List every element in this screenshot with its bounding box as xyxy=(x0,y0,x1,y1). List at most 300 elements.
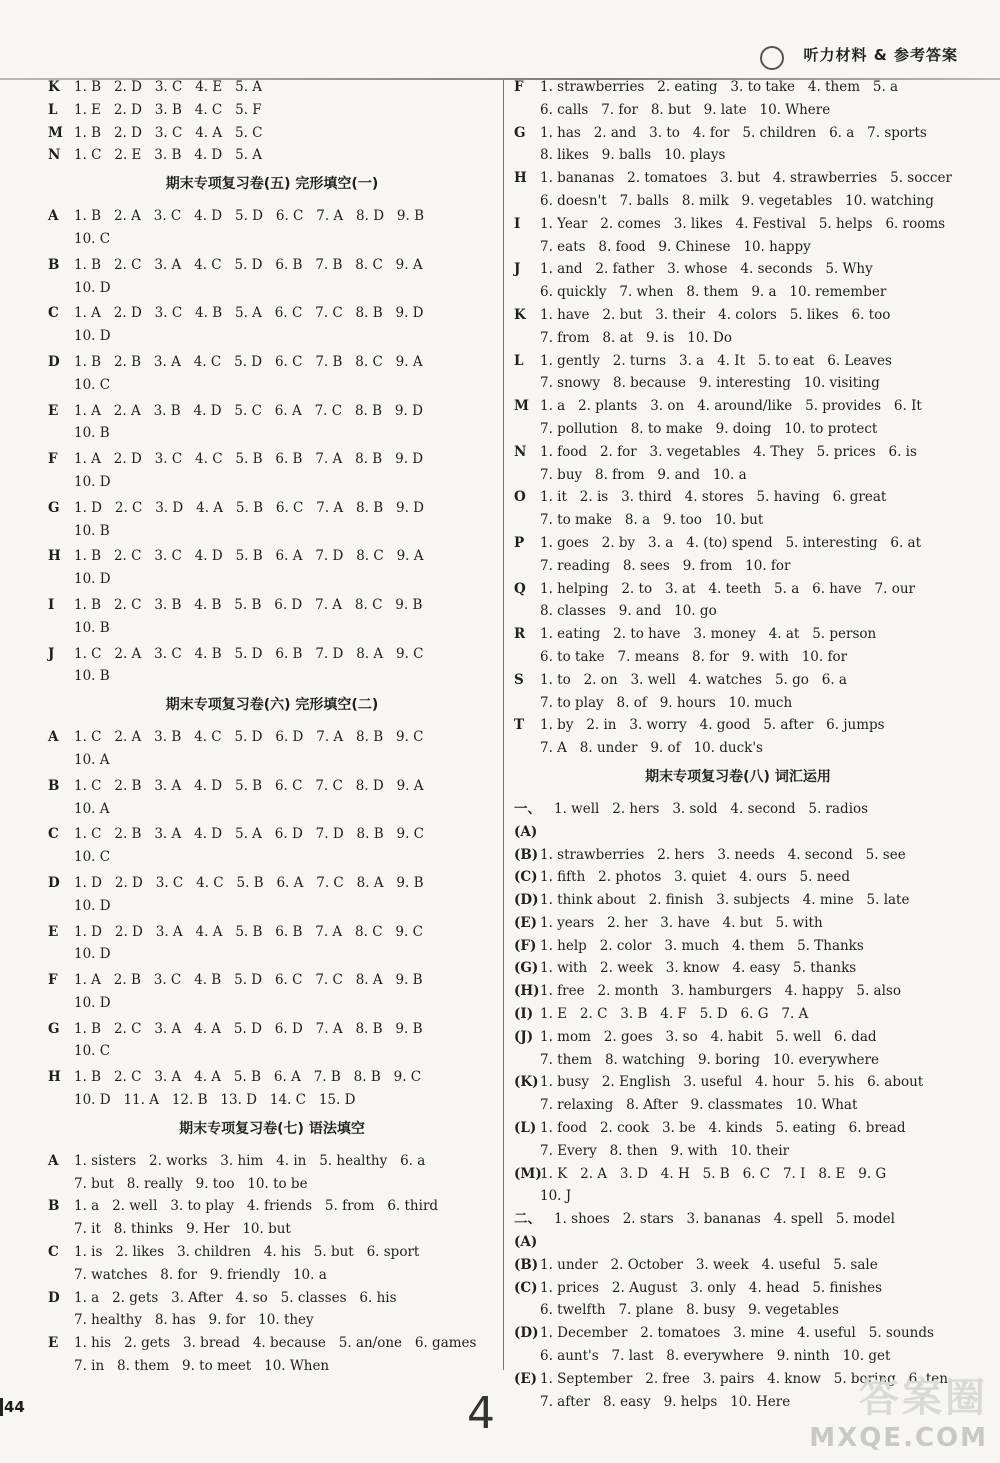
answer-line: 1. B 2. C 3. B 4. B 5. B 6. D 7. A 8. C 9. B xyxy=(74,596,423,613)
group-answers xyxy=(74,969,496,1015)
answer-line: 1. a 2. gets 3. After 4. so 5. classes 6. his xyxy=(74,1289,397,1306)
group-answers xyxy=(540,578,962,624)
answer-group xyxy=(514,350,962,396)
group-answers xyxy=(540,213,962,259)
answer-group xyxy=(48,969,496,1015)
group-label: D xyxy=(48,1289,60,1306)
answer-line: 6. calls 7. for 8. but 9. late 10. Where xyxy=(540,101,831,118)
group-label: M xyxy=(514,398,529,415)
group-label: I xyxy=(48,596,55,613)
answer-line: 7. A 8. under 9. of 10. duck's xyxy=(540,740,763,757)
group-label: F xyxy=(48,972,58,989)
answer-line: 1. B 2. D 3. C 4. E 5. A xyxy=(74,79,263,95)
group-answers xyxy=(74,1332,496,1378)
answer-line: 1. C 2. A 3. B 4. C 5. D 6. D 7. A 8. B 9. C xyxy=(74,729,424,746)
answer-group xyxy=(514,912,962,935)
group-answers xyxy=(540,76,962,122)
answer-group xyxy=(514,395,962,441)
group-answers xyxy=(540,957,962,980)
answer-line: 1. a 2. well 3. to play 4. friends 5. from 6. third xyxy=(74,1198,439,1215)
section-title: 期末专项复习卷(七) 语法填空 xyxy=(179,1120,365,1137)
group-label: K xyxy=(48,79,60,95)
answer-line: 10. D xyxy=(74,946,111,963)
answer-line: 1. E 2. C 3. B 4. F 5. D 6. G 7. A xyxy=(540,1006,809,1023)
answer-group xyxy=(48,1332,496,1378)
answer-group xyxy=(514,798,962,844)
group-answers xyxy=(74,351,496,397)
answer-line: 7. but 8. really 9. too 10. to be xyxy=(74,1175,308,1192)
group-answers xyxy=(540,889,962,912)
answer-group xyxy=(514,1277,962,1323)
answer-line: 1. D 2. D 3. C 4. C 5. B 6. A 7. C 8. A 9. B xyxy=(74,874,424,891)
answer-line: 10. D xyxy=(74,279,111,296)
answer-line: 6. aunt's 7. last 8. everywhere 9. ninth 10. get xyxy=(540,1348,891,1365)
group-label: (C) xyxy=(514,869,538,886)
answer-line: 1. B 2. C 3. A 4. A 5. D 6. D 7. A 8. B 9. B xyxy=(74,1020,423,1037)
answer-group xyxy=(514,304,962,350)
section-groups xyxy=(48,205,496,688)
group-label: (D) xyxy=(514,1325,539,1342)
answer-line: 10. D 11. A 12. B 13. D 14. C 15. D xyxy=(74,1092,356,1109)
group-label: H xyxy=(48,1069,61,1086)
answer-line: 1. a 2. plants 3. on 4. around/like 5. provides 6. It xyxy=(540,398,922,415)
group-label: C xyxy=(48,826,59,843)
group-label: D xyxy=(48,353,60,370)
group-answers xyxy=(540,866,962,889)
group-answers xyxy=(74,400,496,446)
group-answers xyxy=(540,1163,962,1209)
answer-line: 1. B 2. D 3. C 4. A 5. C xyxy=(74,124,263,141)
group-answers xyxy=(540,532,962,578)
answer-group xyxy=(48,400,496,446)
answer-line: 1. has 2. and 3. to 4. for 5. children 6. a 7. sports xyxy=(540,124,927,141)
answer-line: 8. likes 9. balls 10. plays xyxy=(540,147,726,164)
vocab-groups xyxy=(514,798,962,1414)
answer-group xyxy=(514,1071,962,1117)
answer-line: 1. it 2. is 3. third 4. stores 5. having 6. great xyxy=(540,489,887,506)
group-answers xyxy=(540,122,962,168)
answer-group xyxy=(48,448,496,494)
answer-line: 7. to play 8. of 9. hours 10. much xyxy=(540,694,793,711)
answer-line: 10. B xyxy=(74,425,110,442)
answer-group xyxy=(48,76,496,99)
answer-group xyxy=(514,76,962,122)
group-label: C xyxy=(48,1244,59,1261)
answer-line: 10. C xyxy=(74,230,111,247)
answer-group xyxy=(48,1287,496,1333)
group-answers xyxy=(74,643,496,689)
answer-line: 1. Year 2. comes 3. likes 4. Festival 5. helps 6. rooms xyxy=(540,215,946,232)
answer-line: 1. A 2. D 3. C 4. C 5. B 6. B 7. A 8. B 9. D xyxy=(74,451,424,468)
group-label: (H) xyxy=(514,983,540,1000)
group-answers xyxy=(540,395,962,441)
group-answers xyxy=(540,258,962,304)
answer-line: 10. D xyxy=(74,994,111,1011)
answer-group xyxy=(514,889,962,912)
answer-line: 10. B xyxy=(74,668,110,685)
answer-line: 6. doesn't 7. balls 8. milk 9. vegetables 10. watching xyxy=(540,192,934,209)
answer-group xyxy=(48,726,496,772)
answer-line: 1. have 2. but 3. their 4. colors 5. likes 6. too xyxy=(540,306,891,323)
answer-line: 1. C 2. B 3. A 4. D 5. A 6. D 7. D 8. B 9. C xyxy=(74,826,425,843)
answer-group xyxy=(514,935,962,958)
group-answers xyxy=(540,912,962,935)
answer-line: 10. J xyxy=(540,1188,572,1205)
answer-line: 1. fifth 2. photos 3. quiet 4. ours 5. need xyxy=(540,869,851,886)
answer-line: 1. goes 2. by 3. a 4. (to) spend 5. interesting 6. at xyxy=(540,534,922,551)
group-label: 二、(A) xyxy=(514,1211,541,1251)
group-answers xyxy=(540,980,962,1003)
group-answers xyxy=(540,935,962,958)
group-label: (B) xyxy=(514,1256,539,1273)
left-column xyxy=(48,76,496,1378)
group-answers xyxy=(74,302,496,348)
group-label: M xyxy=(48,124,63,141)
group-label: (E) xyxy=(514,1370,538,1387)
answer-group xyxy=(514,441,962,487)
answer-group xyxy=(48,302,496,348)
answer-group xyxy=(514,714,962,760)
group-label: J xyxy=(48,645,55,662)
watermark-url: MXQE.COM xyxy=(809,1423,988,1453)
answer-group xyxy=(48,144,496,167)
answer-group xyxy=(48,643,496,689)
group-label: G xyxy=(48,1020,60,1037)
answer-group xyxy=(514,486,962,532)
answer-group xyxy=(48,205,496,251)
answer-line: 1. D 2. D 3. A 4. A 5. B 6. B 7. A 8. C 9. C xyxy=(74,923,423,940)
group-label: B xyxy=(48,256,60,273)
answer-line: 1. A 2. A 3. B 4. D 5. C 6. A 7. C 8. B 9. D xyxy=(74,402,423,419)
group-answers xyxy=(540,441,962,487)
group-answers xyxy=(540,844,962,867)
left-top-groups xyxy=(48,76,496,167)
answer-group xyxy=(48,254,496,300)
answer-line: 1. E 2. D 3. B 4. C 5. F xyxy=(74,101,262,118)
answer-line: 6. twelfth 7. plane 8. busy 9. vegetables xyxy=(540,1302,839,1319)
answer-line: 1. shoes 2. stars 3. bananas 4. spell 5. model xyxy=(554,1211,895,1228)
answer-line: 10. B xyxy=(74,522,110,539)
group-label: (I) xyxy=(514,1006,534,1023)
section-title: 期末专项复习卷(八) 词汇运用 xyxy=(645,768,831,785)
answer-line: 1. B 2. A 3. C 4. D 5. D 6. C 7. A 8. D 9. B xyxy=(74,208,425,225)
answer-group xyxy=(514,1208,962,1254)
group-answers xyxy=(74,1287,496,1333)
answer-group xyxy=(48,99,496,122)
answer-group xyxy=(514,957,962,980)
answer-group xyxy=(48,497,496,543)
group-answers xyxy=(74,1018,496,1064)
answer-line: 1. K 2. A 3. D 4. H 5. B 6. C 7. I 8. E 9. G xyxy=(540,1165,887,1182)
answer-line: 1. B 2. C 3. C 4. D 5. B 6. A 7. D 8. C 9. A xyxy=(74,548,424,565)
section-title: 期末专项复习卷(六) 完形填空(二) xyxy=(165,697,379,714)
answer-line: 10. D xyxy=(74,571,111,588)
answer-group xyxy=(514,1003,962,1026)
answer-line: 10. D xyxy=(74,328,111,345)
answer-line: 1. C 2. E 3. B 4. D 5. A xyxy=(74,147,263,164)
group-label: (M) xyxy=(514,1165,542,1182)
group-answers xyxy=(74,545,496,591)
answer-line: 6. to take 7. means 8. for 9. with 10. for xyxy=(540,648,848,665)
group-label: (E) xyxy=(514,914,538,931)
answer-group xyxy=(514,1117,962,1163)
group-label: A xyxy=(48,729,59,746)
answer-line: 7. to make 8. a 9. too 10. but xyxy=(540,512,764,529)
answer-line: 1. strawberries 2. eating 3. to take 4. them 5. a xyxy=(540,79,899,95)
answer-line: 10. D xyxy=(74,897,111,914)
answer-group xyxy=(514,1026,962,1072)
answer-line: 7. relaxing 8. After 9. classmates 10. What xyxy=(540,1097,858,1114)
section-groups xyxy=(48,1150,496,1378)
answer-group xyxy=(514,578,962,624)
group-label: 一、(A) xyxy=(514,800,541,840)
answer-group xyxy=(514,1322,962,1368)
group-label: P xyxy=(514,534,525,551)
group-label: (C) xyxy=(514,1279,538,1296)
group-answers xyxy=(74,497,496,543)
group-answers xyxy=(74,823,496,869)
answer-group xyxy=(48,351,496,397)
answer-line: 1. A 2. B 3. C 4. B 5. D 6. C 7. C 8. A 9. B xyxy=(74,972,423,989)
answer-line: 1. D 2. C 3. D 4. A 5. B 6. C 7. A 8. B 9. D xyxy=(74,499,425,516)
section-groups xyxy=(48,726,496,1112)
group-answers xyxy=(540,714,962,760)
group-answers xyxy=(540,1277,962,1323)
group-answers xyxy=(74,205,496,251)
answer-group xyxy=(48,1018,496,1064)
answer-line: 7. it 8. thinks 9. Her 10. but xyxy=(74,1221,291,1238)
handwritten-mark: 4 xyxy=(467,1388,495,1439)
answer-group xyxy=(514,669,962,715)
answer-group xyxy=(514,122,962,168)
answer-line: 1. eating 2. to have 3. money 4. at 5. person xyxy=(540,626,877,643)
answer-group xyxy=(48,1150,496,1196)
answer-line: 1. B 2. C 3. A 4. C 5. D 6. B 7. B 8. C 9. A xyxy=(74,256,423,273)
group-label: O xyxy=(514,489,526,506)
answer-line: 10. D xyxy=(74,473,111,490)
answer-line: 7. from 8. at 9. is 10. Do xyxy=(540,329,732,346)
answer-line: 8. classes 9. and 10. go xyxy=(540,603,717,620)
group-label: F xyxy=(48,451,58,468)
group-answers xyxy=(74,726,496,772)
group-answers xyxy=(74,921,496,967)
answer-line: 1. prices 2. August 3. only 4. head 5. finishes xyxy=(540,1279,883,1296)
answer-group xyxy=(514,623,962,669)
group-answers xyxy=(540,669,962,715)
group-label: T xyxy=(514,717,525,734)
group-answers xyxy=(74,99,496,122)
answer-line: 7. them 8. watching 9. boring 10. everywhere xyxy=(540,1051,879,1068)
group-label: (J) xyxy=(514,1028,534,1045)
left-sections xyxy=(48,171,496,1378)
group-answers xyxy=(540,1071,962,1117)
group-label: L xyxy=(514,352,524,369)
watermark xyxy=(809,1366,988,1453)
group-label: (L) xyxy=(514,1120,537,1137)
group-answers xyxy=(540,1026,962,1072)
answer-line: 10. C xyxy=(74,849,111,866)
answer-line: 1. well 2. hers 3. sold 4. second 5. radios xyxy=(554,800,869,817)
group-answers xyxy=(540,486,962,532)
group-label: (B) xyxy=(514,846,539,863)
answer-line: 1. busy 2. English 3. useful 4. hour 5. his 6. about xyxy=(540,1074,924,1091)
answer-line: 1. is 2. likes 3. children 4. his 5. but 6. sport xyxy=(74,1244,420,1261)
group-answers xyxy=(540,1117,962,1163)
group-answers xyxy=(74,254,496,300)
answer-line: 1. sisters 2. works 3. him 4. in 5. healthy 6. a xyxy=(74,1152,426,1169)
group-answers xyxy=(74,594,496,640)
answer-group xyxy=(48,921,496,967)
group-answers xyxy=(74,448,496,494)
group-label: (G) xyxy=(514,960,539,977)
answer-line: 7. buy 8. from 9. and 10. a xyxy=(540,466,747,483)
answer-line: 7. snowy 8. because 9. interesting 10. visiting xyxy=(540,375,880,392)
answer-group xyxy=(48,122,496,145)
group-answers xyxy=(74,1066,496,1112)
column-divider xyxy=(503,80,504,1370)
answer-line: 7. eats 8. food 9. Chinese 10. happy xyxy=(540,238,811,255)
answer-group xyxy=(514,844,962,867)
answer-group xyxy=(48,1195,496,1241)
header-title: 听力材料 & 参考答案 xyxy=(803,46,958,64)
group-answers xyxy=(540,623,962,669)
answer-line: 1. think about 2. finish 3. subjects 4. mine 5. late xyxy=(540,892,910,909)
group-answers xyxy=(74,775,496,821)
group-answers xyxy=(74,122,496,145)
answer-line: 1. help 2. color 3. much 4. them 5. Thanks xyxy=(540,937,864,954)
answer-group xyxy=(514,980,962,1003)
answer-group xyxy=(514,213,962,259)
answer-line: 6. quickly 7. when 8. them 9. a 10. remember xyxy=(540,284,887,301)
group-label: I xyxy=(514,215,521,232)
answer-line: 1. helping 2. to 3. at 4. teeth 5. a 6. have 7. our xyxy=(540,580,915,597)
answer-group xyxy=(48,775,496,821)
group-label: F xyxy=(514,79,524,95)
answer-line: 1. bananas 2. tomatoes 3. but 4. strawberries 5. soccer xyxy=(540,170,952,187)
group-label: (K) xyxy=(514,1074,539,1091)
group-label: B xyxy=(48,777,60,794)
group-label: E xyxy=(48,923,59,940)
group-label: G xyxy=(48,499,60,516)
group-answers xyxy=(74,144,496,167)
group-answers xyxy=(74,1195,496,1241)
answer-group xyxy=(514,1163,962,1209)
answer-line: 1. with 2. week 3. know 4. easy 5. thanks xyxy=(540,960,857,977)
answer-group xyxy=(48,1066,496,1112)
answer-line: 1. food 2. cook 3. be 4. kinds 5. eating 6. bread xyxy=(540,1120,906,1137)
answer-line: 7. in 8. them 9. to meet 10. When xyxy=(74,1358,330,1375)
group-label: S xyxy=(514,671,524,688)
answer-line: 1. years 2. her 3. have 4. but 5. with xyxy=(540,914,823,931)
answer-line: 7. healthy 8. has 9. for 10. they xyxy=(74,1312,314,1329)
answer-line: 1. mom 2. goes 3. so 4. habit 5. well 6. dad xyxy=(540,1028,877,1045)
answer-line: 1. strawberries 2. hers 3. needs 4. second 5. see xyxy=(540,846,906,863)
group-answers xyxy=(540,304,962,350)
answer-line: 7. Every 8. then 9. with 10. their xyxy=(540,1142,790,1159)
answer-line: 1. C 2. B 3. A 4. D 5. B 6. C 7. C 8. D 9. A xyxy=(74,777,424,794)
answer-line: 1. December 2. tomatoes 3. mine 4. useful 5. sounds xyxy=(540,1325,934,1342)
group-label: (F) xyxy=(514,937,537,954)
group-label: E xyxy=(48,402,59,419)
answer-line: 1. his 2. gets 3. bread 4. because 5. an/one 6. games xyxy=(74,1335,477,1352)
group-label: D xyxy=(48,874,60,891)
group-label: E xyxy=(48,1335,59,1352)
group-label: Q xyxy=(514,580,526,597)
group-label: G xyxy=(514,124,526,141)
group-label: J xyxy=(514,261,521,278)
answer-line: 1. B 2. B 3. A 4. C 5. D 6. C 7. B 8. C 9. A xyxy=(74,353,423,370)
group-answers xyxy=(540,1254,962,1277)
answer-group xyxy=(514,866,962,889)
answer-line: 1. A 2. D 3. C 4. B 5. A 6. C 7. C 8. B 9. D xyxy=(74,305,424,322)
answer-line: 1. September 2. free 3. pairs 4. know 5. boring 6. ten xyxy=(540,1370,948,1387)
group-label: A xyxy=(48,208,59,225)
group-label: B xyxy=(48,1198,60,1215)
group-label: R xyxy=(514,626,526,643)
answer-line: 1. food 2. for 3. vegetables 4. They 5. prices 6. is xyxy=(540,443,917,460)
group-answers xyxy=(554,798,962,844)
answer-line: 1. gently 2. turns 3. a 4. It 5. to eat 6. Leaves xyxy=(540,352,892,369)
right-groups xyxy=(514,76,962,760)
group-label: A xyxy=(48,1152,59,1169)
group-label: L xyxy=(48,101,58,118)
group-label: H xyxy=(514,170,527,187)
answer-line: 7. watches 8. for 9. friendly 10. a xyxy=(74,1266,327,1283)
group-label: K xyxy=(514,306,526,323)
answer-group xyxy=(514,1254,962,1277)
group-label: H xyxy=(48,548,61,565)
group-answers xyxy=(554,1208,962,1254)
group-answers xyxy=(540,167,962,213)
answer-line: 10. C xyxy=(74,376,111,393)
group-answers xyxy=(540,1003,962,1026)
answer-line: 10. A xyxy=(74,751,110,768)
group-answers xyxy=(74,1150,496,1196)
answer-line: 1. free 2. month 3. hamburgers 4. happy 5. also xyxy=(540,983,901,1000)
group-answers xyxy=(74,872,496,918)
answer-line: 7. after 8. easy 9. helps 10. Here xyxy=(540,1393,791,1410)
group-label: N xyxy=(48,147,61,164)
answer-line: 10. C xyxy=(74,1043,111,1060)
group-answers xyxy=(540,350,962,396)
answer-line: 1. by 2. in 3. worry 4. good 5. after 6. jumps xyxy=(540,717,885,734)
answer-line: 1. to 2. on 3. well 4. watches 5. go 6. a xyxy=(540,671,847,688)
answer-group xyxy=(48,545,496,591)
section-title: 期末专项复习卷(五) 完形填空(一) xyxy=(165,176,379,193)
answer-line: 10. A xyxy=(74,800,110,817)
answer-group xyxy=(48,594,496,640)
answer-group xyxy=(514,532,962,578)
group-label: C xyxy=(48,305,59,322)
right-column xyxy=(514,76,962,1413)
answer-line: 1. C 2. A 3. C 4. B 5. D 6. B 7. D 8. A 9. C xyxy=(74,645,424,662)
answer-line: 1. under 2. October 3. week 4. useful 5. sale xyxy=(540,1256,878,1273)
answer-group xyxy=(514,167,962,213)
answer-group xyxy=(48,1241,496,1287)
group-answers xyxy=(74,1241,496,1287)
answer-group xyxy=(514,258,962,304)
group-label: (D) xyxy=(514,892,539,909)
watermark-brand: 答案圈 xyxy=(859,1375,988,1421)
answer-line: 10. B xyxy=(74,619,110,636)
header-ornament-icon xyxy=(760,46,784,70)
answer-line: 1. and 2. father 3. whose 4. seconds 5. Why xyxy=(540,261,873,278)
group-label: N xyxy=(514,443,527,460)
page-number: 44 xyxy=(0,1398,25,1416)
answer-line: 7. pollution 8. to make 9. doing 10. to protect xyxy=(540,420,878,437)
answer-line: 1. B 2. C 3. A 4. A 5. B 6. A 7. B 8. B 9. C xyxy=(74,1069,422,1086)
answer-group xyxy=(48,823,496,869)
